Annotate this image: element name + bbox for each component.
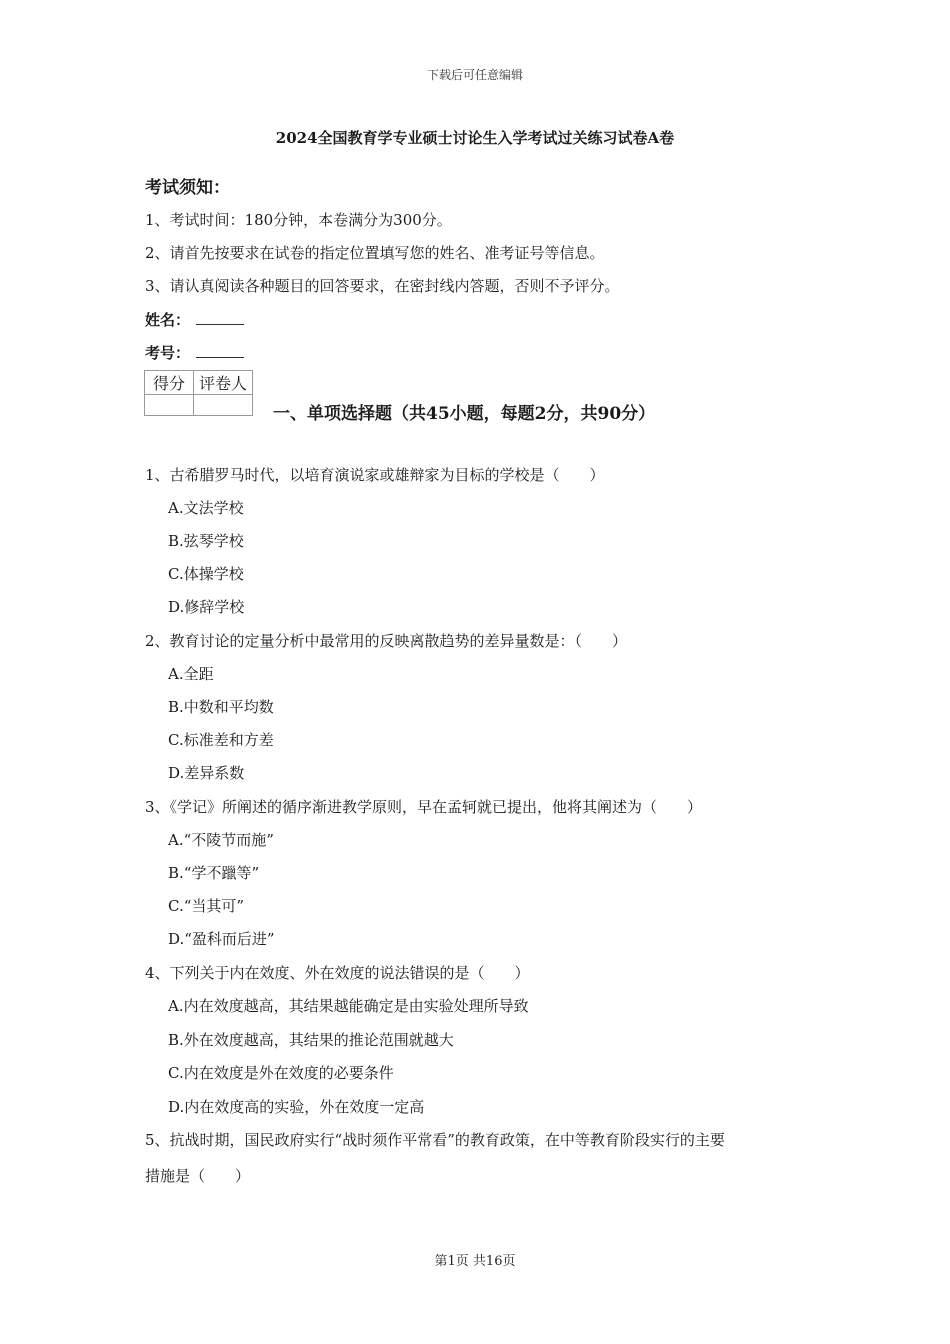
question-stem: 4、下列关于内在效度、外在效度的说法错误的是（ ） [145, 964, 530, 982]
option: B.弦琴学校 [168, 532, 244, 550]
option: D.差异系数 [168, 764, 245, 782]
option: D.内在效度高的实验，外在效度一定高 [168, 1098, 425, 1116]
question-stem: 1、古希腊罗马时代，以培育演说家或雄辩家为目标的学校是（ ） [145, 466, 605, 484]
id-blank [196, 343, 244, 358]
id-label: 考号： [145, 344, 191, 362]
notice-item: 3、请认真阅读各种题目的回答要求，在密封线内答题，否则不予评分。 [145, 277, 620, 295]
option: C.内在效度是外在效度的必要条件 [168, 1064, 394, 1082]
question-stem: 5、抗战时期，国民政府实行“战时须作平常看”的教育政策，在中等教育阶段实行的主要 [145, 1131, 725, 1149]
name-blank [196, 310, 244, 325]
option: B.“学不躐等” [168, 864, 260, 882]
section-heading: 一、单项选择题（共45小题，每题2分，共90分） [273, 404, 656, 424]
id-field [145, 342, 244, 363]
score-cell [145, 395, 194, 416]
question-stem: 3、《学记》所阐述的循序渐进教学原则，早在孟轲就已提出，他将其阐述为（ ） [145, 798, 703, 816]
option: C.标准差和方差 [168, 731, 274, 749]
option: A.全距 [168, 665, 214, 683]
grader-cell [194, 395, 253, 416]
option: D.修辞学校 [168, 598, 245, 616]
score-header: 得分 [145, 371, 194, 395]
score-table [144, 370, 253, 416]
option: D.“盈科而后进” [168, 930, 275, 948]
option: C.体操学校 [168, 565, 244, 583]
notice-heading: 考试须知： [145, 178, 230, 198]
option: C.“当其可” [168, 897, 245, 915]
option: A.“不陵节而施” [168, 831, 274, 849]
notice-item: 2、请首先按要求在试卷的指定位置填写您的姓名、准考证号等信息。 [145, 244, 605, 262]
page-footer: 第1页 共16页 [434, 1254, 516, 1269]
question-stem-continued: 措施是（ ） [145, 1167, 251, 1185]
notice-item: 1、考试时间：180分钟，本卷满分为300分。 [145, 211, 452, 229]
option: B.外在效度越高，其结果的推论范围就越大 [168, 1031, 454, 1049]
option: B.中数和平均数 [168, 698, 274, 716]
name-field [145, 309, 244, 330]
option: A.文法学校 [168, 499, 244, 517]
question-stem: 2、教育讨论的定量分析中最常用的反映离散趋势的差异量数是：（ ） [145, 632, 628, 650]
grader-header: 评卷人 [194, 371, 253, 395]
page-title: 2024全国教育学专业硕士讨论生入学考试过关练习试卷A卷 [275, 129, 675, 147]
name-label: 姓名： [145, 311, 191, 329]
header-note: 下载后可任意编辑 [426, 68, 523, 82]
option: A.内在效度越高，其结果越能确定是由实验处理所导致 [168, 997, 529, 1015]
